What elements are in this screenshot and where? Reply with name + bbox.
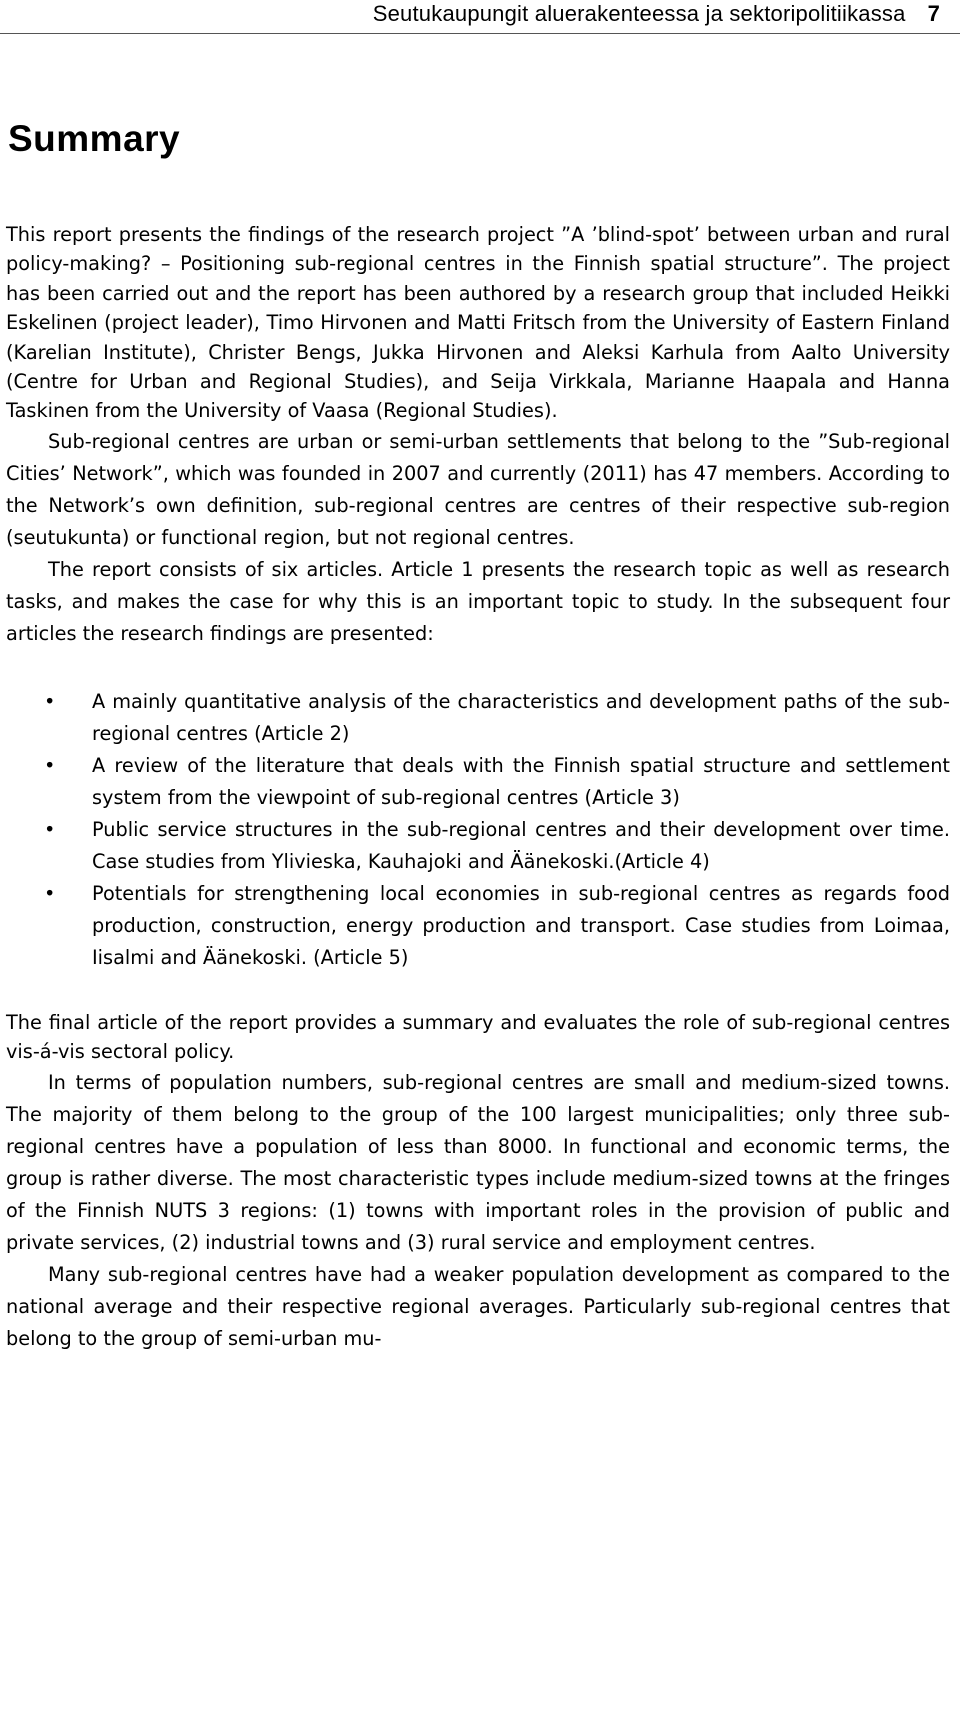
paragraph-report-structure: The report consists of six articles. Article 1 presents the research topic as well as research tasks, and makes the case for why this is an important topic to study. In the subsequent four articles the research findings are presented: — [6, 557, 950, 645]
list-item-text: A mainly quantitative analysis of the characteristics and development paths of the sub-regional centres (Article 2) — [92, 689, 950, 745]
list-item-text: Public service structures in the sub-regional centres and their development over time. Case studies from Ylivieska, Kauhajoki and Äänekoski.(Article 4) — [92, 817, 950, 873]
running-header — [0, 0, 960, 34]
paragraph-definition: Sub-regional centres are urban or semi-urban settlements that belong to the ”Sub-regional Cities’ Network”, which was founded in 2007 and currently (2011) has 47 members. According to the Network’s own definition, sub-regional centres are centres of their respective sub-region (seutukunta) or functional region, but not regional centres. — [6, 429, 950, 549]
paragraph-development: Many sub-regional centres have had a weaker population development as compared to the national average and their respective regional averages. Particularly sub-regional centres that belong to the group of semi-urban mu- — [6, 1262, 950, 1350]
list-item — [6, 814, 950, 878]
page-number: 7 — [927, 1, 940, 26]
list-item-text: Potentials for strengthening local economies in sub-regional centres as regards food production, construction, energy production and transport. Case studies from Loimaa, Iisalmi and Äänekoski. (Article 5) — [92, 881, 950, 969]
article-list — [6, 686, 950, 974]
list-item — [6, 750, 950, 814]
list-item — [6, 878, 950, 974]
bullet-icon: • — [44, 689, 56, 713]
bullet-icon: • — [44, 753, 56, 777]
running-header-text — [373, 1, 940, 27]
list-item-text: A review of the literature that deals with the Finnish spatial structure and settlement system from the viewpoint of sub-regional centres (Article 3) — [92, 753, 950, 809]
list-item — [6, 686, 950, 750]
paragraph-final-article: The final article of the report provides a summary and evaluates the role of sub-regional centres vis-á-vis sectoral policy. — [6, 1010, 950, 1064]
section-title: Summary — [8, 118, 181, 159]
body-text — [6, 220, 950, 1355]
paragraph-population: In terms of population numbers, sub-regional centres are small and medium-sized towns. The majority of them belong to the group of the 100 largest municipalities; only three sub-regional centres have a population of less than 8000. In functional and economic terms, the group is rather diverse. The most characteristic types include medium-sized towns at the fringes of the Finnish NUTS 3 regions: (1) towns with important roles in the provision of public and private services, (2) industrial towns and (3) rural service and employment centres. — [6, 1070, 950, 1254]
bullet-icon: • — [44, 817, 56, 841]
bullet-icon: • — [44, 881, 56, 905]
paragraph-intro: This report presents the findings of the research project ”A ’blind-spot’ between urban and rural policy-making? – Positioning sub-regional centres in the Finnish spatial structure”. The project has been carried out and the report has been authored by a research group that included Heikki Eskelinen (project leader), Timo Hirvonen and Matti Fritsch from the University of Eastern Finland (Karelian Institute), Christer Bengs, Jukka Hirvonen and Aleksi Karhula from Aalto University (Centre for Urban and Regional Studies), and Seija Virkkala, Marianne Haapala and Hanna Taskinen from the University of Vaasa (Regional Studies). — [6, 223, 950, 423]
running-title: Seutukaupungit aluerakenteessa ja sektoripolitiikassa — [372, 1, 906, 26]
